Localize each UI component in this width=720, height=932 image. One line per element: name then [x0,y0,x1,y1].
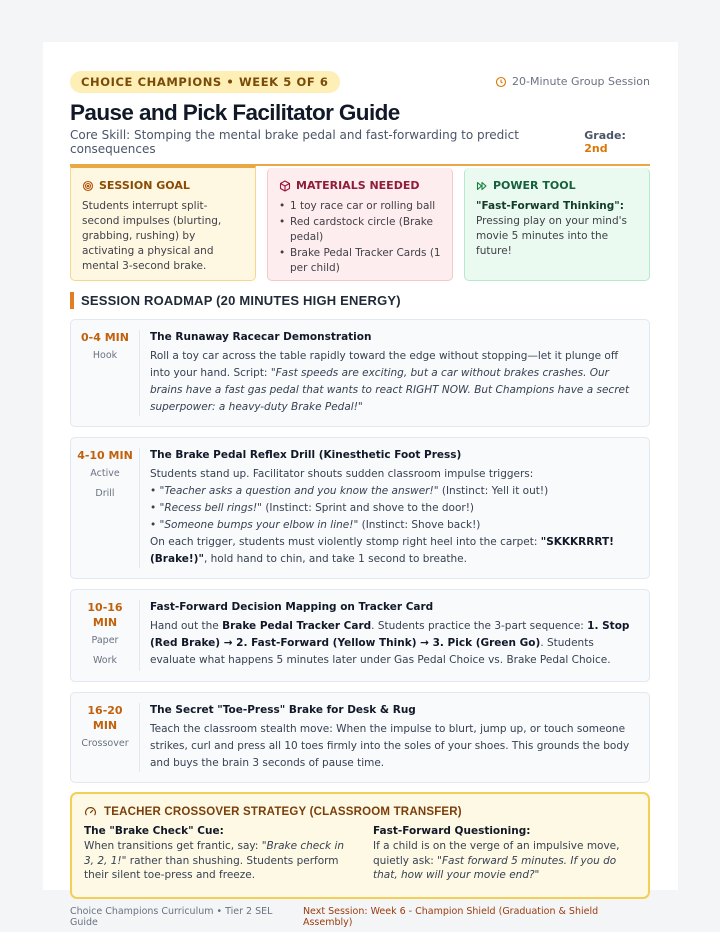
list-item: • "Teacher asks a question and you know the answer!" (Instinct: Yell it out!) [150,485,549,497]
step-text-part: Hand out the [150,620,223,632]
session-goal-label: SESSION GOAL [99,179,190,192]
roadmap-title: SESSION ROADMAP (20 MINUTES HIGH ENERGY) [70,292,650,309]
strategy-text-part: When transitions get frantic, say: [84,840,262,852]
roadmap-step [70,319,650,427]
step-time-column [71,703,139,772]
step-title: Fast-Forward Decision Mapping on Tracker Card [150,601,434,613]
materials-card [267,168,453,281]
step-intro: Students stand up. Facilitator shouts sudden classroom impulse triggers: [150,468,534,480]
strategy-columns [84,825,636,883]
step-text-part: . Students evaluate what happens 5 minutes later under Gas Pedal Choice vs. Brake Pedal Choice. [150,637,611,666]
list-item: • Brake Pedal Tracker Cards (1 per child) [279,246,441,276]
step-text: Teach the classroom stealth move: When the impulse to blurt, jump up, or touch someone strikes, curl and press all 10 toes firmly into the soles of your shoes. This grounds the body and buys the brain 3 seconds of pause time. [150,723,630,769]
grade [584,129,650,155]
clock-icon [495,76,507,88]
trigger-note: (Instinct: Shove back!) [358,519,481,531]
trigger-quote: "Teacher asks a question and you know the answer!" [159,485,439,497]
power-tool-title [476,178,638,193]
list-item: • Red cardstock circle (Brake pedal) [279,215,441,245]
roadmap-step [70,589,650,682]
step-content [139,330,649,416]
subtitle-row [70,128,650,166]
session-type [495,75,650,88]
trigger-quote: "Recess bell rings!" [159,502,262,514]
step-time-column [71,448,139,568]
core-skill: Core Skill: Stomping the mental brake pedal and fast-forwarding to predict consequences [70,128,519,156]
strategy-heading: Fast-Forward Questioning: [373,825,531,837]
footer-next-session: Next Session: Week 6 - Champion Shield (Graduation & Shield Assembly) [302,906,599,928]
list-item: • "Recess bell rings!" (Instinct: Sprint and shove to the door!) [150,502,475,514]
strategy-heading: The "Brake Check" Cue: [84,825,224,837]
target-icon [82,180,94,192]
step-time: 10-16 MIN [87,601,123,629]
step-outro [150,534,637,568]
footer-curriculum: Choice Champions Curriculum • Tier 2 SEL Guide [70,906,273,928]
header-top [70,70,650,93]
strategy-quote: "Brake check in 3, 2, 1!" [84,840,345,867]
brake-sound: "SKKKRRRT! (Brake!)" [150,536,614,565]
step-content [139,703,649,772]
info-cards [70,166,650,281]
materials-title [279,178,441,193]
page-footer [70,906,650,928]
step-text-part: On each trigger, students must violently stomp right heel into the carpet: [150,536,541,548]
step-time-column [71,600,139,671]
step-tag: Active Drill [90,468,120,499]
step-title: The Secret "Toe-Press" Brake for Desk & Rug [150,704,416,716]
week-badge: CHOICE CHAMPIONS • WEEK 5 OF 6 [70,71,340,93]
tracker-card-name: Brake Pedal Tracker Card [222,620,372,632]
step-tag: Crossover [81,738,129,749]
roadmap-step [70,437,650,579]
brake-check-cue [84,825,347,883]
list-item: • "Someone bumps your elbow in line!" (Instinct: Shove back!) [150,519,481,531]
step-text-part: Roll a toy car across the table rapidly toward the edge without stopping—let it plunge off into your hand. Script: [150,350,619,379]
page-content [70,70,650,928]
fast-forward-icon [476,180,488,192]
strategy-title [84,805,636,818]
step-time: 4-10 MIN [77,449,133,462]
step-content [139,600,649,671]
guide-page [43,42,678,928]
strategy-title-label: TEACHER CROSSOVER STRATEGY (CLASSROOM TRANSFER) [104,805,462,818]
box-icon [279,180,291,192]
step-text [150,618,637,669]
power-tool-text: Pressing play on your mind's movie 5 minutes into the future! [476,215,627,257]
strategy-text [84,839,347,883]
materials-label: MATERIALS NEEDED [296,179,420,192]
power-tool-card [464,168,650,281]
trigger-quote: "Someone bumps your elbow in line!" [159,519,359,531]
roadmap-step [70,692,650,783]
power-tool-name: "Fast-Forward Thinking": [476,200,624,212]
power-tool-label: POWER TOOL [493,179,576,192]
step-content [139,448,649,568]
strategy-text [373,839,636,883]
step-script-quote: "Fast speeds are exciting, but a car without brakes crashes. Our brains have a fast gas pedal that wants to react RIGHT NOW. But Champions have a secret superpower: a heavy-duty Brake Pedal!" [150,367,630,413]
list-item: • 1 toy race car or rolling ball [279,199,441,214]
step-text-part: , hold hand to chin, and take 1 second to breathe. [203,553,467,565]
step-time: 0-4 MIN [81,331,129,344]
materials-list [279,199,441,276]
grade-label: Grade: [584,129,626,142]
teacher-strategy-box [70,792,650,899]
page-title: Pause and Pick Facilitator Guide [70,100,400,125]
grade-value: 2nd [584,142,608,155]
step-text [150,348,637,416]
step-tag: Hook [92,350,118,361]
strategy-text-part: If a child is on the verge of an impulsive move, quietly ask: [373,840,620,867]
session-goal-title [82,178,244,193]
strategy-quote: "Fast forward 5 minutes. If you do that, how will your movie end?" [373,854,617,881]
session-type-label: 20-Minute Group Session [512,75,650,88]
fast-forward-questioning [373,825,636,883]
step-title: The Runaway Racecar Demonstration [150,331,372,343]
step-text [150,466,637,568]
session-goal-text: Students interrupt split-second impulses (blurting, grabbing, rushing) by activating a physical and mental 3-second brake. [82,200,222,272]
step-text-part: . Students practice the 3-part sequence: [371,620,588,632]
trigger-note: (Instinct: Sprint and shove to the door!) [262,502,475,514]
speedometer-icon [84,805,97,818]
step-tag: Paper Work [91,635,119,666]
trigger-note: (Instinct: Yell it out!) [438,485,549,497]
strategy-text-part: rather than shushing. Students perform their silent toe-press and freeze. [84,854,339,881]
step-time: 16-20 MIN [87,704,123,732]
session-goal-card [70,166,256,281]
sequence-steps: 1. Stop (Red Brake) → 2. Fast-Forward (Yellow Think) → 3. Pick (Green Go) [150,620,630,649]
step-title: The Brake Pedal Reflex Drill (Kinesthetic Foot Press) [150,449,462,461]
step-time-column [71,330,139,416]
